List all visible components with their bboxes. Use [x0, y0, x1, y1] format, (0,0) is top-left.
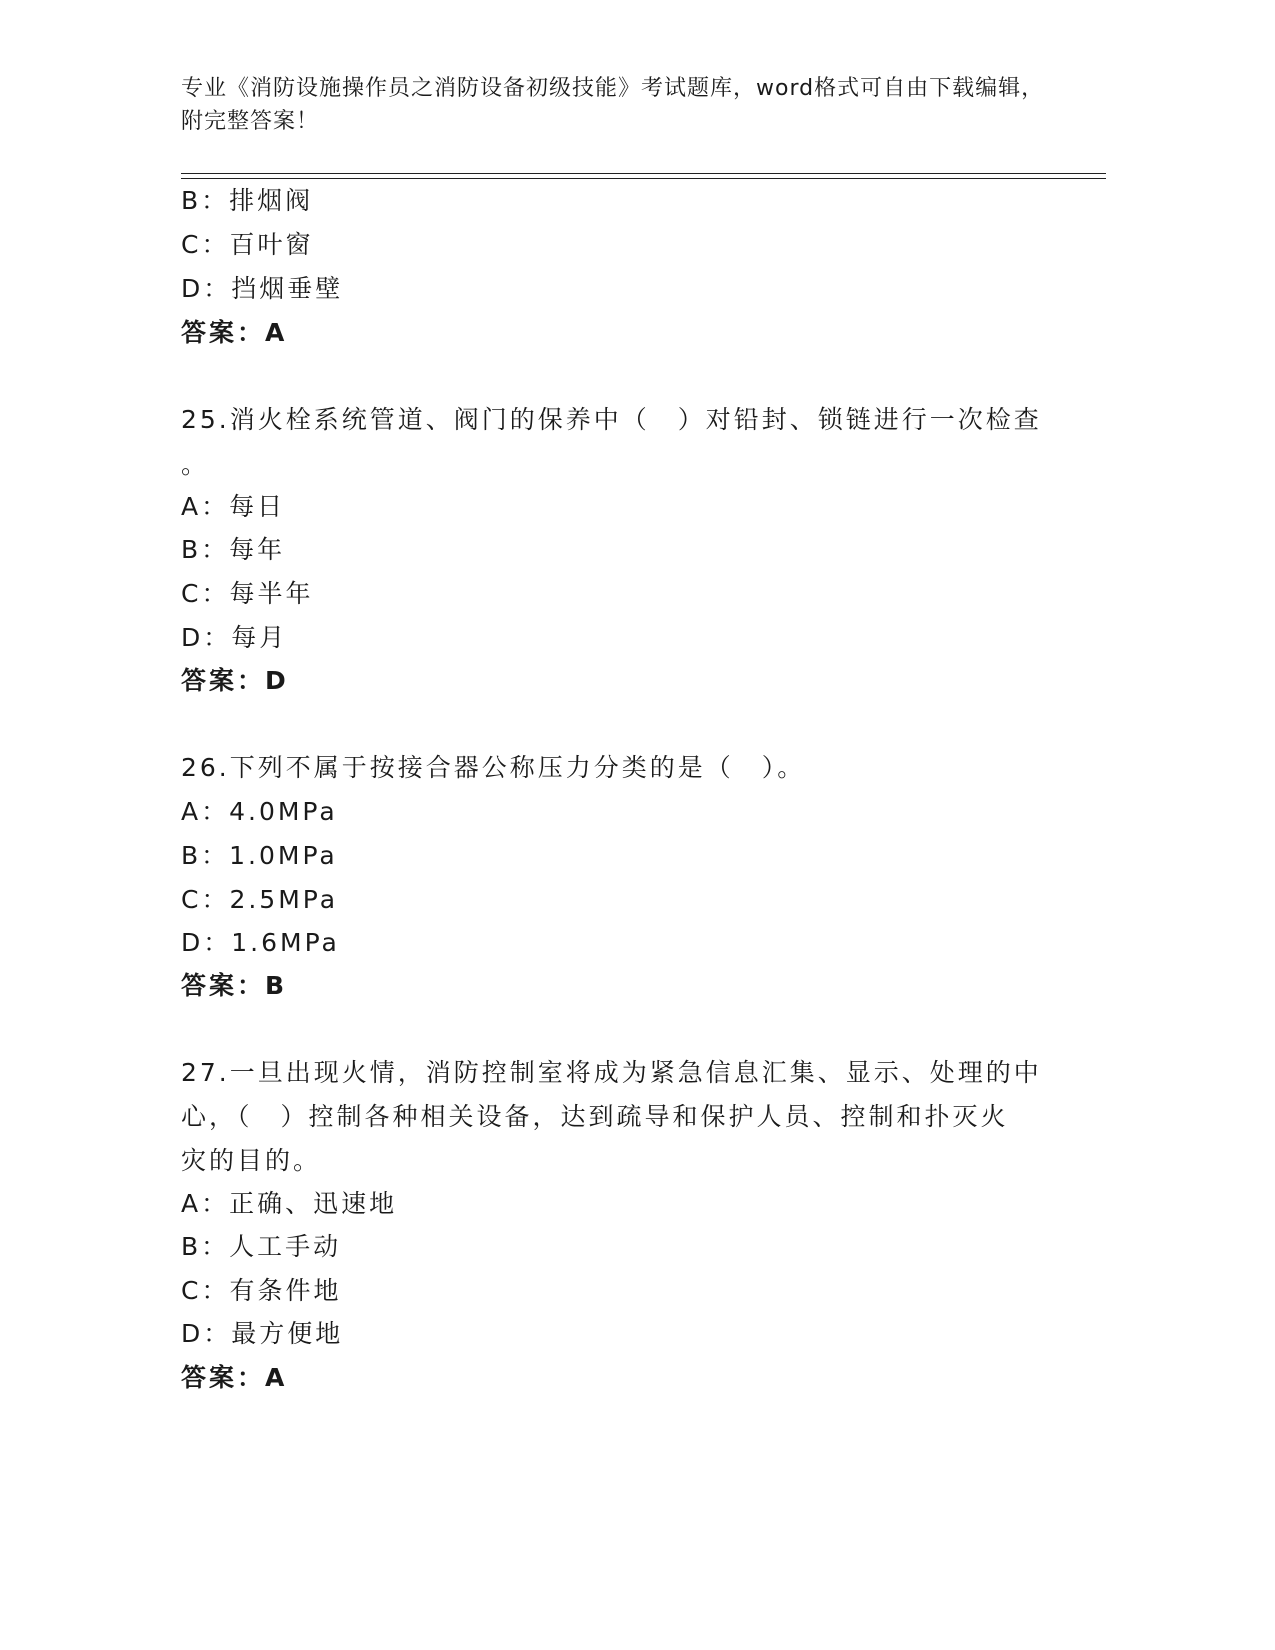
q25-option-c: C：每半年	[181, 579, 314, 608]
q26-option-d: D：1.6MPa	[181, 928, 340, 957]
q26-option-a: A：4.0MPa	[181, 797, 338, 826]
q26-stem: 26.下列不属于按接合器公称压力分类的是（ ）。	[181, 753, 806, 782]
q27-answer: 答案：A	[181, 1363, 288, 1392]
q24-option-c: C：百叶窗	[181, 230, 314, 259]
q26-answer: 答案：B	[181, 971, 288, 1000]
q26-option-c: C：2.5MPa	[181, 885, 339, 914]
q25-stem-line-2: 。	[181, 450, 210, 479]
q27-option-a: A：正确、迅速地	[181, 1189, 398, 1218]
header-divider-bottom	[181, 178, 1106, 179]
q26-option-b: B：1.0MPa	[181, 841, 338, 870]
q24-answer: 答案：A	[181, 318, 288, 347]
q25-stem-line-1: 25.消火栓系统管道、阀门的保养中（ ）对铅封、锁链进行一次检查	[181, 405, 1042, 434]
document-header: 专业《消防设施操作员之消防设备初级技能》考试题库，word格式可自由下载编辑，附完整答案！	[181, 76, 1045, 134]
q27-stem-line-2: 心，（ ）控制各种相关设备，达到疏导和保护人员、控制和扑灭火	[181, 1102, 1009, 1131]
header-divider-top	[181, 173, 1106, 174]
q25-option-a: A：每日	[181, 492, 286, 521]
q24-option-d: D：挡烟垂壁	[181, 274, 344, 303]
q25-answer: 答案：D	[181, 666, 289, 695]
q25-option-d: D：每月	[181, 623, 288, 652]
q25-option-b: B：每年	[181, 535, 286, 564]
q24-option-b: B：排烟阀	[181, 186, 314, 215]
q27-option-d: D：最方便地	[181, 1319, 344, 1348]
q27-option-c: C：有条件地	[181, 1276, 342, 1305]
q27-option-b: B：人工手动	[181, 1232, 342, 1261]
q27-stem-line-3: 灾的目的。	[181, 1146, 322, 1175]
q27-stem-line-1: 27.一旦出现火情，消防控制室将成为紧急信息汇集、显示、处理的中	[181, 1058, 1042, 1087]
